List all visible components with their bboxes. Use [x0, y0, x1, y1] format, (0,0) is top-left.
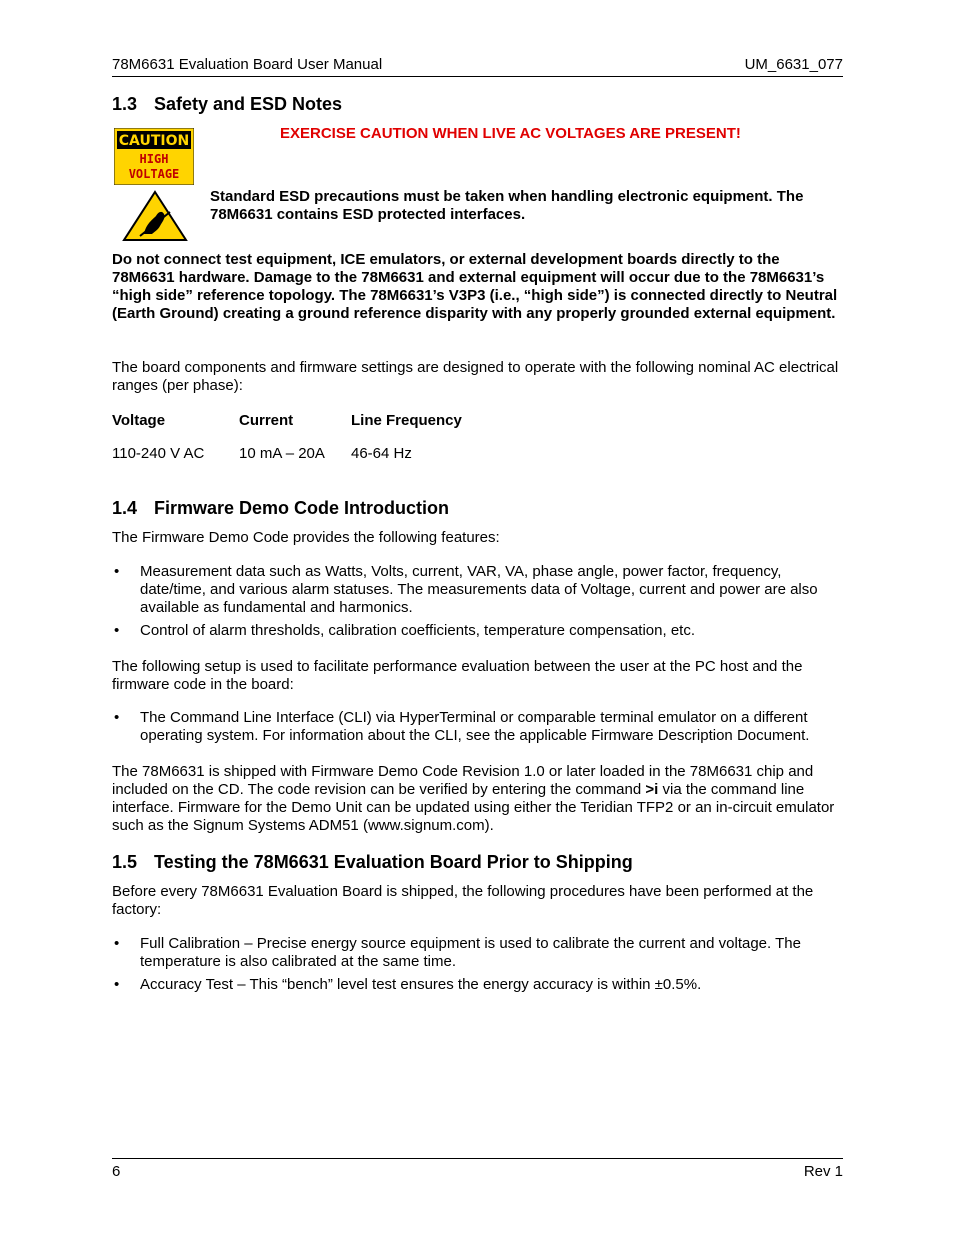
cell-line-frequency: 46-64 Hz: [351, 445, 412, 462]
section-heading-1-3: [112, 95, 342, 113]
caution-high-voltage-icon: [114, 128, 194, 185]
svg-text:VOLTAGE: VOLTAGE: [128, 167, 180, 181]
hardware-warning-paragraph: Do not connect test equipment, ICE emulators, or external development boards directly to the 78M6631 hardware. Damage to the 78M6631 and external equipment will occur due to the 78M6631’s “high side” reference topology. The 78M6631’s V3P3 (i.e., “high side”) is connected directly to Neutral (Earth Ground) creating a ground reference disparity with any properly grounded external equipment.: [112, 251, 838, 322]
page-number: 6: [112, 1163, 121, 1180]
setup-intro: The following setup is used to facilitate performance evaluation between the user at the PC host and the firmware code in the board:: [112, 658, 803, 693]
list-item: • Control of alarm thresholds, calibration coefficients, temperature compensation, etc.: [112, 622, 843, 640]
header-title: 78M6631 Evaluation Board User Manual: [112, 56, 383, 73]
setup-list: [112, 709, 843, 750]
section-heading-1-4: [112, 499, 449, 517]
list-item: • Measurement data such as Watts, Volts, current, VAR, VA, phase angle, power factor, frequency, date/time, and various alarm statuses. The measurements data of Voltage, current and power are also available as fundamental and harmonics.: [112, 563, 843, 617]
col-voltage: Voltage: [112, 412, 166, 429]
svg-text:CAUTION: CAUTION: [118, 133, 190, 149]
cell-current: 10 mA – 20A: [239, 445, 325, 462]
page-header: [112, 56, 843, 77]
esd-precaution-text: Standard ESD precautions must be taken when handling electronic equipment. The 78M6631 contains ESD protected interfaces.: [210, 188, 804, 223]
caution-warning-line: EXERCISE CAUTION WHEN LIVE AC VOLTAGES ARE PRESENT!: [280, 125, 741, 142]
command-i: >i: [645, 781, 659, 798]
svg-text:HIGH: HIGH: [139, 152, 169, 166]
section-title: Firmware Demo Code Introduction: [154, 498, 450, 518]
header-doc-id: UM_6631_077: [744, 56, 843, 73]
testing-list: [112, 935, 843, 999]
list-item: • The Command Line Interface (CLI) via HyperTerminal or comparable terminal emulator on a different operating system. For information about the CLI, see the applicable Firmware Description Document.: [112, 709, 843, 745]
col-current: Current: [239, 412, 294, 429]
section-number: 1.5: [112, 852, 138, 872]
section-title: Testing the 78M6631 Evaluation Board Prior to Shipping: [154, 852, 633, 872]
testing-intro: Before every 78M6631 Evaluation Board is shipped, the following procedures have been performed at the factory:: [112, 883, 814, 918]
list-item: • Full Calibration – Precise energy source equipment is used to calibrate the current and voltage. The temperature is also calibrated at the same time.: [112, 935, 843, 971]
ranges-intro: The board components and firmware settings are designed to operate with the following nominal AC electrical ranges (per phase):: [112, 359, 839, 394]
page-footer: [112, 1158, 843, 1180]
list-item: • Accuracy Test – This “bench” level test ensures the energy accuracy is within ±0.5%.: [112, 976, 843, 994]
section-title: Safety and ESD Notes: [154, 94, 343, 114]
shipped-text-a: The 78M6631 is shipped with Firmware Demo Code Revision 1.0 or later loaded in the 78M6631 chip and included on the CD. The code revision can be verified by entering the command: [112, 763, 814, 798]
section-number: 1.4: [112, 498, 138, 518]
features-intro: The Firmware Demo Code provides the following features:: [112, 529, 500, 546]
revision: Rev 1: [803, 1163, 843, 1180]
cell-voltage: 110-240 V AC: [112, 445, 205, 462]
shipped-text-b: via the command line interface. Firmware for the Demo Unit can be updated using either the Teridian TFP2 or an in-circuit emulator such as the Signum Systems ADM51 (www.signum.com).: [112, 781, 835, 834]
esd-warning-icon: [122, 190, 188, 242]
col-line-frequency: Line Frequency: [351, 412, 462, 429]
section-heading-1-5: [112, 853, 633, 871]
features-list: [112, 563, 843, 645]
section-number: 1.3: [112, 94, 138, 114]
shipped-firmware-paragraph: [112, 763, 843, 835]
